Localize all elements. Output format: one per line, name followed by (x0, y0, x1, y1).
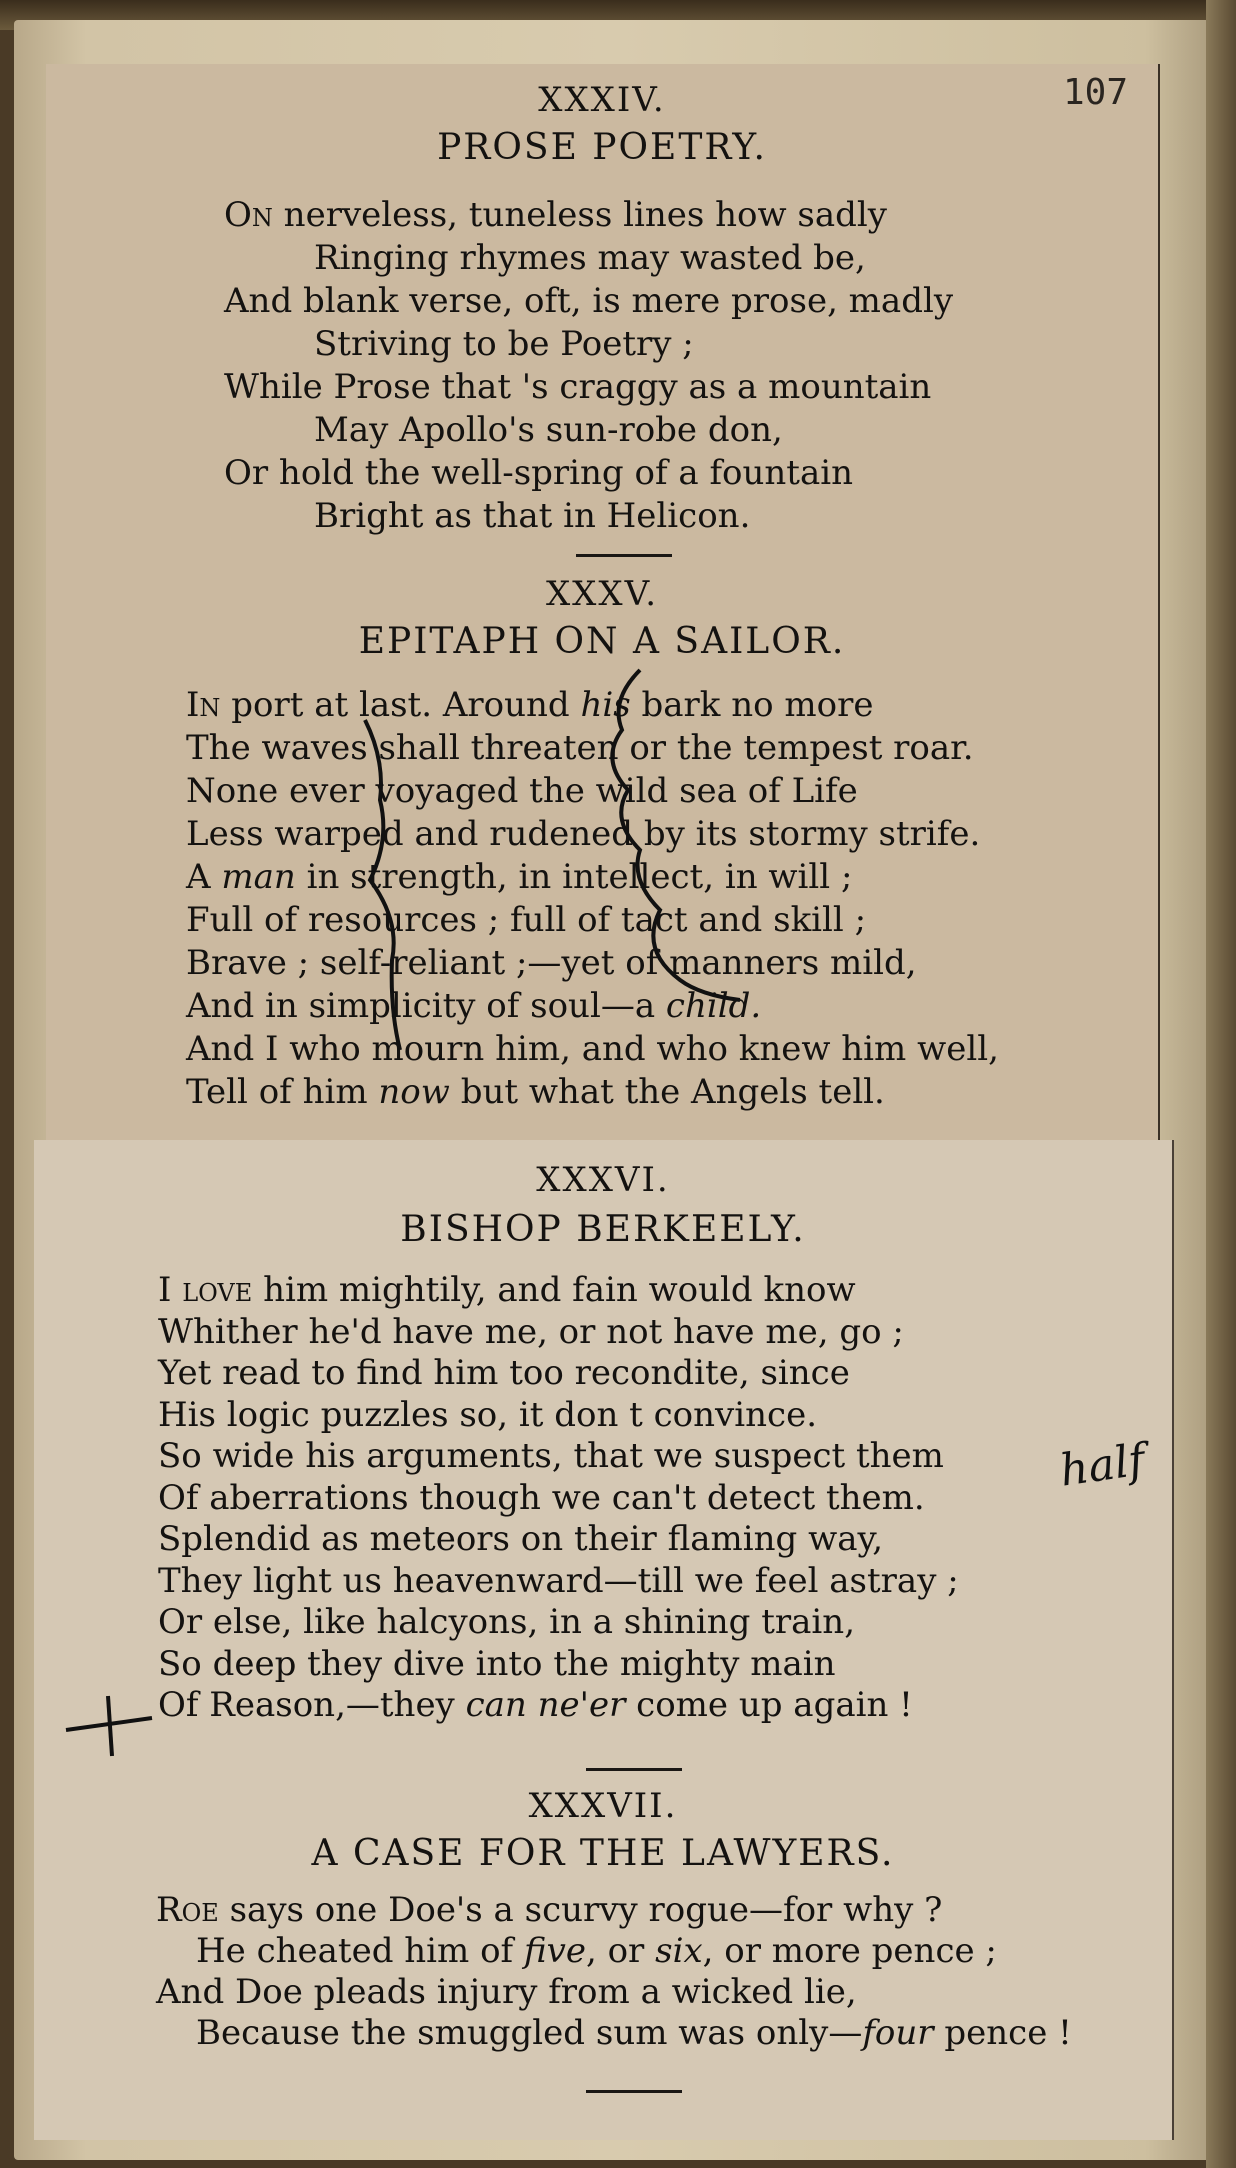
verse-line: And blank verse, oft, is mere prose, madly (224, 281, 954, 321)
verse-line: And Doe pleads injury from a wicked lie, (156, 1972, 857, 2012)
margin-note: half (1056, 1434, 1149, 1497)
verse-line: So deep they dive into the mighty main (158, 1643, 836, 1684)
section-title: PROSE POETRY. (437, 126, 767, 168)
section-title: A CASE FOR THE LAWYERS. (311, 1832, 895, 1874)
page-number: 107 (1062, 72, 1128, 113)
verse-line: Striving to be Poetry ; (314, 324, 694, 364)
section-title: BISHOP BERKEELY. (400, 1208, 806, 1250)
verse-line: Yet read to find him too recondite, since (158, 1353, 850, 1393)
verse-line: Splendid as meteors on their flaming way, (158, 1519, 884, 1559)
verse-line: I love him mightily, and fain would know (158, 1270, 856, 1310)
section-number: XXXV. (545, 574, 659, 614)
verse-line: The waves shall threaten or the tempest roar. (186, 728, 974, 768)
verse-line: Roe says one Doe's a scurvy rogue—for why ? (156, 1890, 943, 1930)
verse-line: Of aberrations though we can't detect them. (158, 1477, 925, 1518)
verse-line: A man in strength, in intellect, in will ; (186, 857, 853, 897)
verse-line: Or else, like halcyons, in a shining train, (158, 1602, 855, 1642)
verse-line: And in simplicity of soul—a child. (186, 986, 762, 1026)
verse-line: His logic puzzles so, it don t convince. (158, 1394, 817, 1435)
verse-line: In port at last. Around his bark no more (186, 685, 874, 725)
verse-line: He cheated him of five, or six, or more pence ; (196, 1931, 997, 1971)
verse-line: Less warped and rudened by its stormy strife. (186, 814, 981, 854)
section-number: XXXVI. (536, 1160, 670, 1200)
verse-line: While Prose that 's craggy as a mountain (224, 367, 932, 407)
verse-line: May Apollo's sun-robe don, (314, 410, 783, 450)
verse-line: Full of resources ; full of tact and skill ; (186, 900, 867, 940)
verse-line: On nerveless, tuneless lines how sadly (224, 195, 887, 235)
section-number: XXXIV. (538, 80, 666, 120)
verse-line: Bright as that in Helicon. (314, 496, 751, 536)
verse-line: Because the smuggled sum was only—four pence ! (196, 2013, 1072, 2053)
verse-line: Tell of him now but what the Angels tell. (186, 1072, 885, 1112)
margin-cross-mark (60, 1690, 160, 1760)
verse-line: Ringing rhymes may wasted be, (314, 238, 866, 278)
verse-line: Brave ; self-reliant ;—yet of manners mild, (186, 943, 917, 983)
section-number: XXXVII. (528, 1786, 678, 1826)
verse-line: They light us heavenward—till we feel astray ; (158, 1560, 959, 1601)
verse-line: None ever voyaged the wild sea of Life (186, 771, 858, 811)
verse-line: Whither he'd have me, or not have me, go ; (158, 1311, 904, 1352)
verse-line: So wide his arguments, that we suspect them (158, 1436, 944, 1476)
section-title: EPITAPH ON A SAILOR. (358, 620, 846, 662)
verse-line: Of Reason,—they can ne'er come up again ! (158, 1685, 913, 1725)
verse-line: And I who mourn him, and who knew him well, (186, 1029, 999, 1069)
verse-line: Or hold the well-spring of a fountain (224, 453, 853, 493)
